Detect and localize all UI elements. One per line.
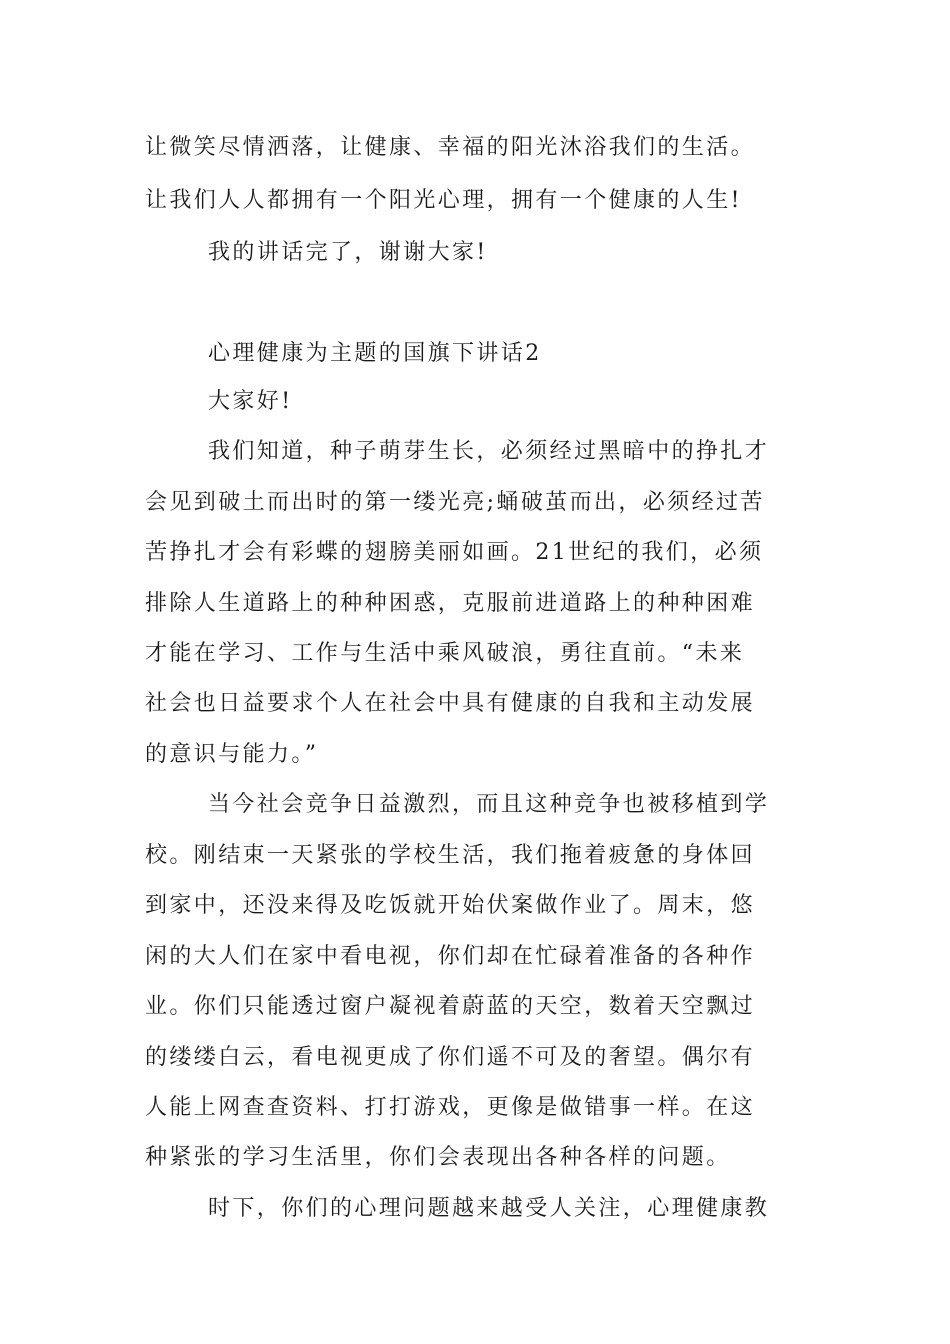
paragraph-line: 的缕缕白云，看电视更成了你们遥不可及的奢望。偶尔有: [145, 1045, 756, 1070]
paragraph-line: 闲的大人们在家中看电视，你们却在忙碌着准备的各种作: [145, 944, 756, 969]
paragraph-line: 我们知道，种子萌芽生长，必须经过黑暗中的挣扎才: [208, 439, 770, 464]
paragraph-line: 苦挣扎才会有彩蝶的翅膀美丽如画。21世纪的我们，必须: [145, 540, 764, 565]
paragraph-line: 排除人生道路上的种种困惑，克服前进道路上的种种困难: [145, 591, 756, 616]
paragraph-line: 种紧张的学习生活里，你们会表现出各种各样的问题。: [145, 1145, 731, 1170]
greeting-line: 大家好!: [208, 389, 293, 414]
section-title: 心理健康为主题的国旗下讲话2: [208, 341, 542, 366]
paragraph-line: 时下，你们的心理问题越来越受人关注，心理健康教: [208, 1196, 770, 1221]
paragraph-line: 社会也日益要求个人在社会中具有健康的自我和主动发展: [145, 691, 756, 716]
paragraph-line: 校。刚结束一天紧张的学校生活，我们拖着疲惫的身体回: [145, 843, 756, 868]
paragraph-line: 让我们人人都拥有一个阳光心理，拥有一个健康的人生!: [145, 188, 742, 213]
paragraph-line: 到家中，还没来得及吃饭就开始伏案做作业了。周末，悠: [145, 893, 756, 918]
paragraph-line: 的意识与能力。”: [145, 742, 319, 767]
paragraph-line: 人能上网查查资料、打打游戏，更像是做错事一样。在这: [145, 1095, 756, 1120]
paragraph-line: 会见到破土而出时的第一缕光亮;蛹破茧而出，必须经过苦: [145, 490, 765, 515]
paragraph-line: 当今社会竞争日益激烈，而且这种竞争也被移植到学: [208, 792, 770, 817]
paragraph-line: 业。你们只能透过窗户凝视着蔚蓝的天空，数着天空飘过: [145, 994, 756, 1019]
closing-line: 我的讲话完了，谢谢大家!: [208, 240, 488, 265]
paragraph-line: 才能在学习、工作与生活中乘风破浪，勇往直前。“未来: [145, 641, 745, 666]
paragraph-line: 让微笑尽情洒落，让健康、幸福的阳光沐浴我们的生活。: [145, 135, 756, 160]
